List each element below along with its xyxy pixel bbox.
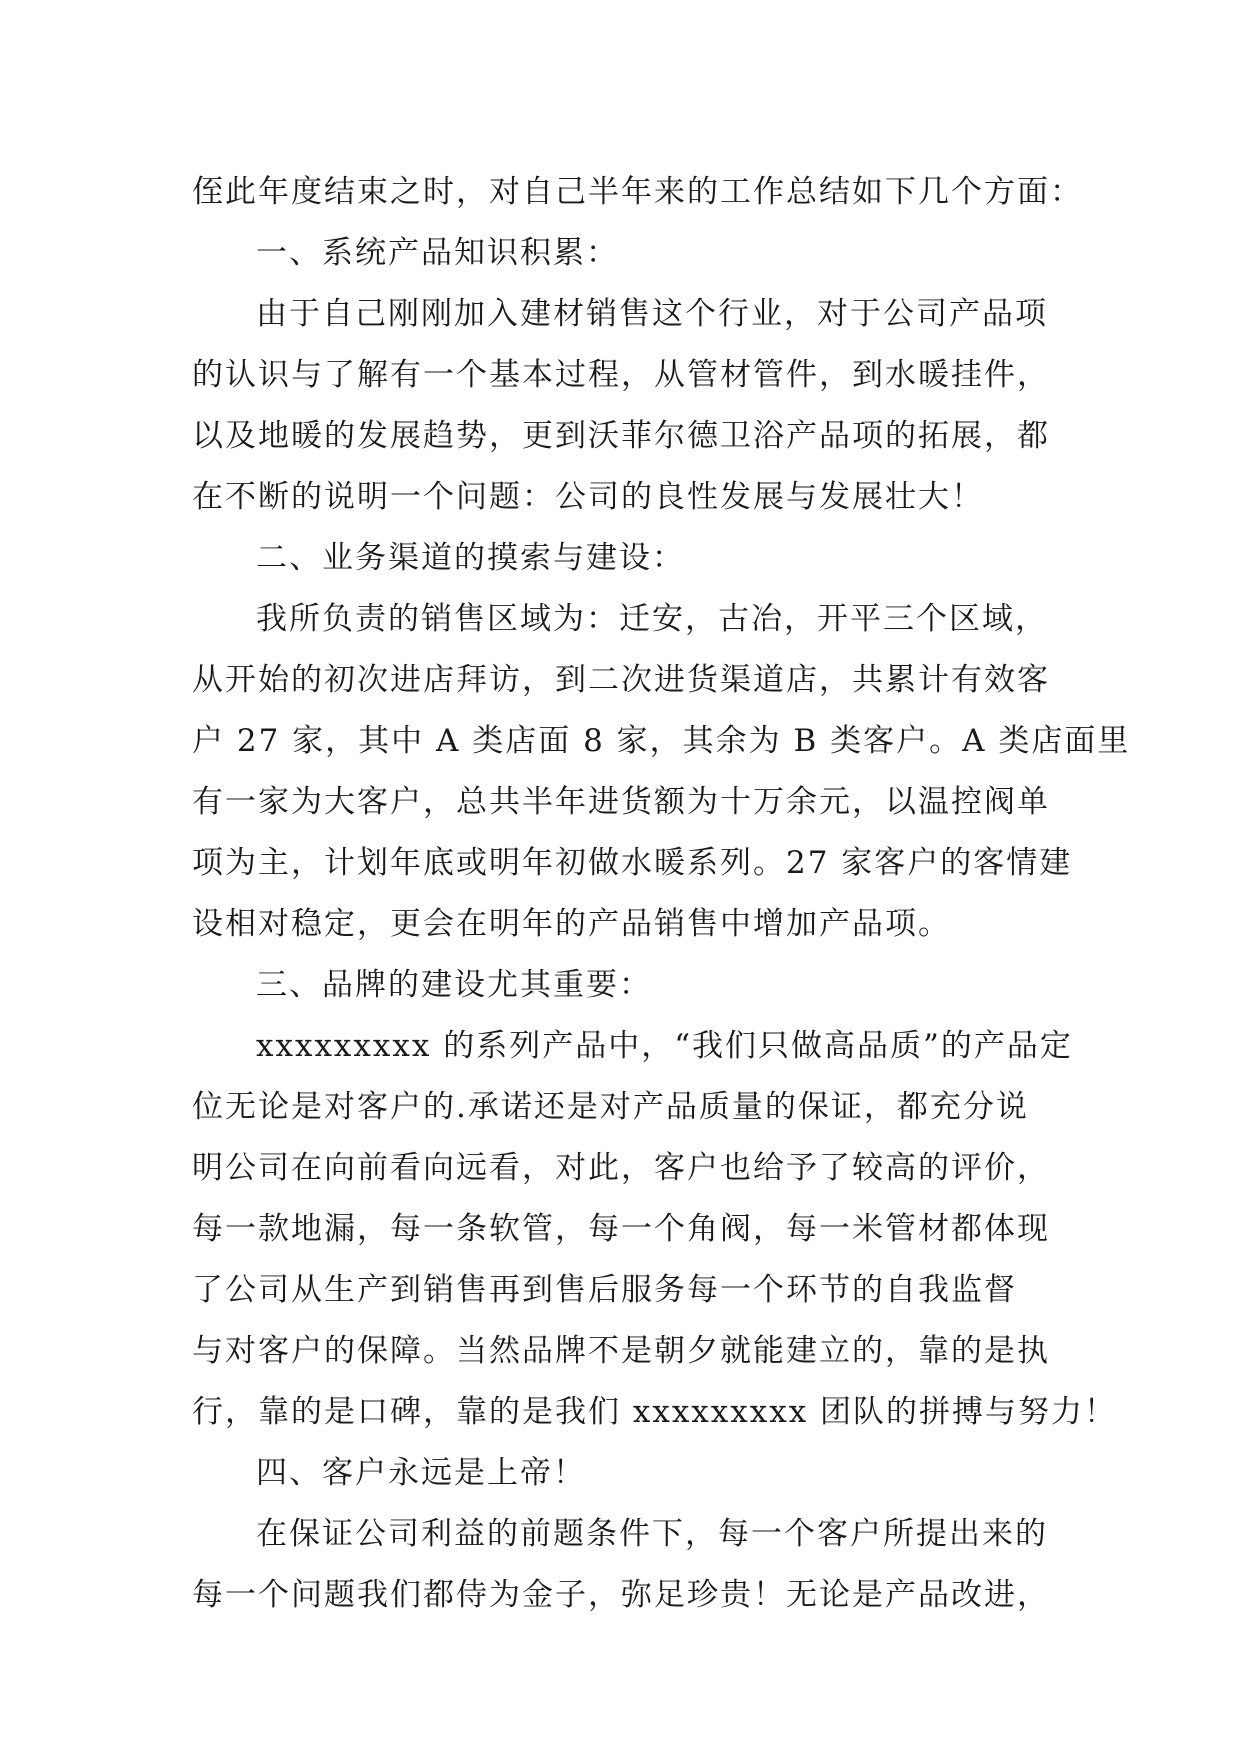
paragraph-line: 位无论是对客户的.承诺还是对产品质量的保证，都充分说: [192, 1089, 1029, 1125]
paragraph-line: 有一家为大客户，总共半年进货额为十万余元，以温控阀单: [192, 784, 1050, 820]
paragraph-line: 侄此年度结束之时，对自己半年来的工作总结如下几个方面：: [192, 174, 1083, 210]
paragraph-line: 的认识与了解有一个基本过程，从管材管件，到水暖挂件，: [192, 357, 1050, 393]
paragraph-line: 了公司从生产到销售再到售后服务每一个环节的自我监督: [192, 1272, 1017, 1308]
paragraph-line: 明公司在向前看向远看，对此，客户也给予了较高的评价，: [192, 1150, 1050, 1186]
paragraph-line: 每一个问题我们都侍为金子，弥足珍贵！无论是产品改进，: [192, 1577, 1050, 1613]
section-heading-1: 一、系统产品知识积累：: [256, 235, 619, 271]
section-heading-2: 二、业务渠道的摸索与建设：: [256, 540, 685, 576]
section-heading-3: 三、品牌的建设尤其重要：: [256, 967, 652, 1003]
paragraph-line: 项为主，计划年底或明年初做水暖系列。27 家客户的客情建: [192, 845, 1073, 881]
paragraph-line: 与对客户的保障。当然品牌不是朝夕就能建立的，靠的是执: [192, 1333, 1050, 1369]
paragraph-line: 行，靠的是口碑，靠的是我们 xxxxxxxxx 团队的拼搏与努力！: [192, 1394, 1118, 1430]
paragraph-line: 户 27 家，其中 A 类店面 8 家，其余为 B 类客户。A 类店面里: [192, 723, 1131, 759]
paragraph-line: 每一款地漏，每一条软管，每一个角阀，每一米管材都体现: [192, 1211, 1050, 1247]
paragraph-line: 由于自己刚刚加入建材销售这个行业，对于公司产品项: [256, 296, 1048, 332]
paragraph-line: 以及地暖的发展趋势，更到沃菲尔德卫浴产品项的拓展，都: [192, 418, 1050, 454]
paragraph-line: 我所负责的销售区域为：迁安，古冶，开平三个区域，: [256, 601, 1048, 637]
paragraph-line: xxxxxxxxx 的系列产品中，“我们只做高品质”的产品定: [256, 1028, 1073, 1064]
paragraph-line: 在保证公司利益的前题条件下，每一个客户所提出来的: [256, 1516, 1048, 1552]
document-page: [192, 162, 1131, 1626]
section-heading-4: 四、客户永远是上帝！: [256, 1455, 586, 1491]
paragraph-line: 从开始的初次进店拜访，到二次进货渠道店，共累计有效客: [192, 662, 1050, 698]
paragraph-line: 在不断的说明一个问题：公司的良性发展与发展壮大！: [192, 479, 984, 515]
paragraph-line: 设相对稳定，更会在明年的产品销售中增加产品项。: [192, 906, 951, 942]
